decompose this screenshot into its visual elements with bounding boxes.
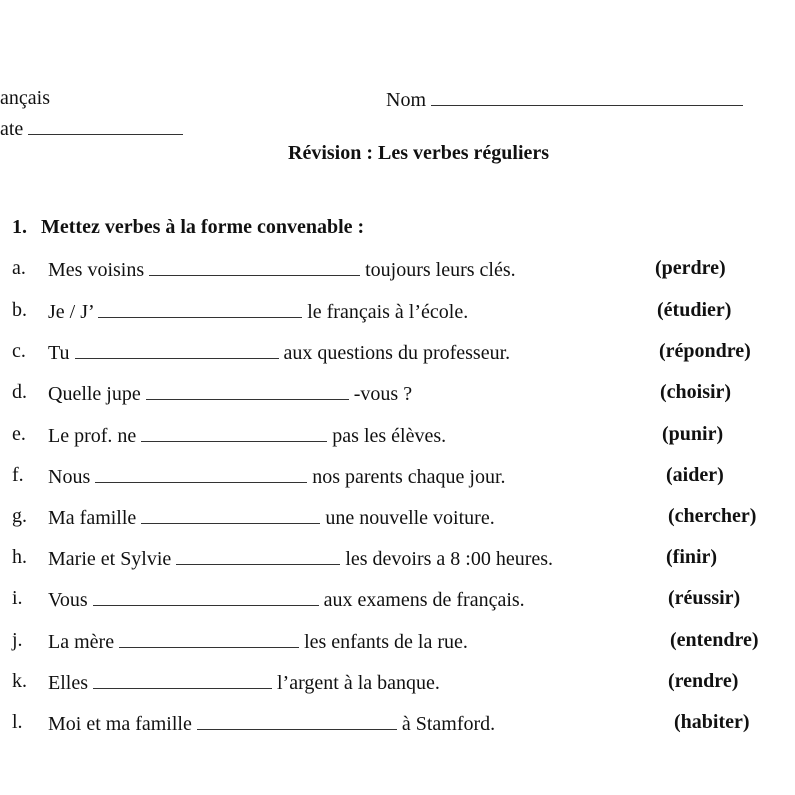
exercise-item (0, 423, 795, 445)
answer-blank[interactable] (119, 629, 299, 648)
item-sentence (48, 670, 440, 694)
item-verb: (aider) (666, 464, 724, 486)
item-sentence (48, 299, 468, 323)
answer-blank[interactable] (98, 299, 302, 318)
item-after: aux questions du professeur. (283, 342, 511, 364)
item-letter: j. (12, 629, 23, 651)
item-after: pas les élèves. (332, 425, 447, 447)
item-before: La mère (48, 631, 115, 653)
answer-blank[interactable] (197, 711, 397, 730)
page-title: Révision : Les verbes réguliers (288, 142, 550, 164)
item-sentence (48, 505, 495, 529)
item-after: l’argent à la banque. (277, 672, 440, 694)
item-verb: (entendre) (670, 629, 759, 651)
exercise-instruction: Mettez verbes à la forme convenable : (41, 216, 365, 238)
answer-blank[interactable] (141, 505, 320, 524)
answer-blank[interactable] (141, 423, 327, 442)
answer-blank[interactable] (95, 464, 307, 483)
item-before: Tu (48, 342, 70, 364)
item-verb: (chercher) (668, 505, 757, 527)
item-verb: (perdre) (655, 257, 726, 279)
item-sentence (48, 464, 506, 488)
exercise-item (0, 299, 795, 321)
exercise-item (0, 381, 795, 403)
exercise-item (0, 546, 795, 568)
item-sentence (48, 340, 510, 364)
item-letter: a. (12, 257, 26, 279)
item-sentence (48, 587, 525, 611)
item-letter: b. (12, 299, 27, 321)
exercise-item (0, 464, 795, 486)
item-verb: (réussir) (668, 587, 741, 609)
item-before: Elles (48, 672, 88, 694)
exercise-item (0, 340, 795, 362)
name-blank[interactable] (431, 87, 743, 106)
item-before: Je / J’ (48, 301, 94, 323)
item-verb: (rendre) (668, 670, 739, 692)
exercise-item (0, 711, 795, 733)
item-sentence (48, 546, 553, 570)
item-before: Nous (48, 466, 91, 488)
exercise-item (0, 505, 795, 527)
item-sentence (48, 423, 446, 447)
item-verb: (répondre) (659, 340, 751, 362)
item-before: Marie et Sylvie (48, 548, 172, 570)
item-letter: e. (12, 423, 26, 445)
date-field (0, 116, 183, 140)
exercise-number: 1. (12, 216, 27, 238)
item-after: aux examens de français. (323, 589, 525, 611)
item-letter: i. (12, 587, 23, 609)
exercise-item (0, 670, 795, 692)
exercise-item (0, 629, 795, 651)
answer-blank[interactable] (93, 587, 319, 606)
name-field (386, 87, 743, 111)
item-letter: f. (12, 464, 24, 486)
name-label: Nom (386, 89, 426, 111)
item-verb: (finir) (666, 546, 718, 568)
date-blank[interactable] (28, 116, 183, 135)
date-label: ate (0, 118, 24, 140)
item-letter: g. (12, 505, 27, 527)
item-after: le français à l’école. (307, 301, 469, 323)
answer-blank[interactable] (176, 546, 340, 565)
item-before: Vous (48, 589, 88, 611)
item-before: Quelle jupe (48, 383, 141, 405)
item-verb: (choisir) (660, 381, 732, 403)
item-sentence (48, 257, 516, 281)
item-before: Moi et ma famille (48, 713, 192, 735)
answer-blank[interactable] (149, 257, 360, 276)
item-letter: k. (12, 670, 27, 692)
item-after: les enfants de la rue. (304, 631, 468, 653)
item-letter: d. (12, 381, 27, 403)
item-sentence (48, 381, 412, 405)
item-verb: (habiter) (674, 711, 750, 733)
exercise-item (0, 587, 795, 609)
item-verb: (étudier) (657, 299, 732, 321)
item-letter: h. (12, 546, 27, 568)
subject-label: ançais (0, 87, 50, 109)
answer-blank[interactable] (146, 381, 349, 400)
item-sentence (48, 629, 468, 653)
item-letter: l. (12, 711, 23, 733)
item-after: toujours leurs clés. (365, 259, 516, 281)
item-letter: c. (12, 340, 26, 362)
item-after: à Stamford. (401, 713, 496, 735)
item-verb: (punir) (662, 423, 724, 445)
item-after: nos parents chaque jour. (312, 466, 506, 488)
answer-blank[interactable] (93, 670, 272, 689)
item-before: Ma famille (48, 507, 137, 529)
item-sentence (48, 711, 495, 735)
answer-blank[interactable] (75, 340, 279, 359)
item-before: Mes voisins (48, 259, 145, 281)
item-after: -vous ? (353, 383, 413, 405)
exercise-heading (12, 216, 364, 238)
item-after: une nouvelle voiture. (325, 507, 495, 529)
item-before: Le prof. ne (48, 425, 137, 447)
exercise-item (0, 257, 795, 279)
item-after: les devoirs a 8 :00 heures. (345, 548, 554, 570)
